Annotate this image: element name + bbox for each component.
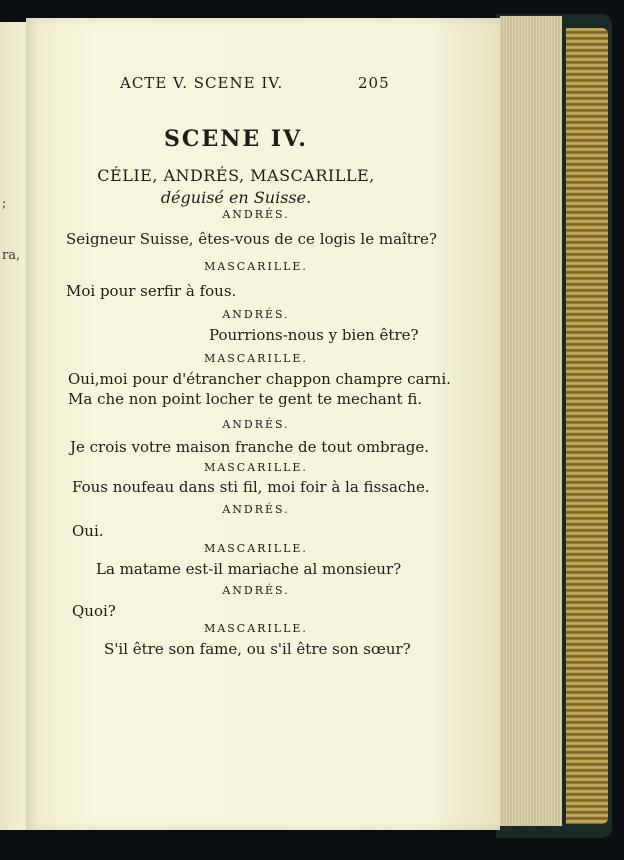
dialogue-line: Fous noufeau dans sti fil, moi foir à la fissache. [72,478,430,496]
running-header [26,74,500,94]
page-edges [500,16,562,826]
dialogue-line: Seigneur Suisse, êtes-vous de ce logis le maître? [66,230,437,248]
dialogue-line: La matame est-il mariache al monsieur? [96,560,402,578]
speaker-label: ANDRÉS. [222,308,290,321]
dialogue-line: Oui. [72,522,104,540]
dialogue-line: Quoi? [72,602,116,620]
speaker-label: ANDRÉS. [222,503,290,516]
dialogue-line: Oui,moi pour d'étrancher chappon champre carni. [68,370,451,388]
dialogue-line: S'il être son fame, ou s'il être son sœur? [104,640,411,658]
speaker-label: ANDRÉS. [222,208,290,221]
speaker-label: MASCARILLE. [204,542,308,555]
left-page-fragment: ; [2,196,7,211]
running-head: ACTE V. SCENE IV. [120,74,284,92]
speaker-label: ANDRÉS. [222,584,290,597]
dialogue-line: Ma che non point locher te gent te mechant fi. [68,390,423,408]
dialogue-line: Moi pour serfir à fous. [66,282,237,300]
scene-title: SCENE IV. [164,126,308,152]
dramatis-personae: CÉLIE, ANDRÉS, MASCARILLE, [97,166,375,185]
speaker-label: MASCARILLE. [204,461,308,474]
left-page-fragment: ra, [2,248,21,263]
gilt-spine-edge [566,28,608,824]
speaker-label: MASCARILLE. [204,352,308,365]
dialogue-line: Je crois votre maison franche de tout ombrage. [70,438,430,456]
speaker-label: MASCARILLE. [204,622,308,635]
dialogue-line: Pourrions-nous y bien être? [209,326,419,344]
book-page [26,18,500,830]
speaker-label: ANDRÉS. [222,418,290,431]
page-number: 205 [358,74,390,92]
persons-subtitle: déguisé en Suisse. [160,188,312,207]
speaker-label: MASCARILLE. [204,260,308,273]
